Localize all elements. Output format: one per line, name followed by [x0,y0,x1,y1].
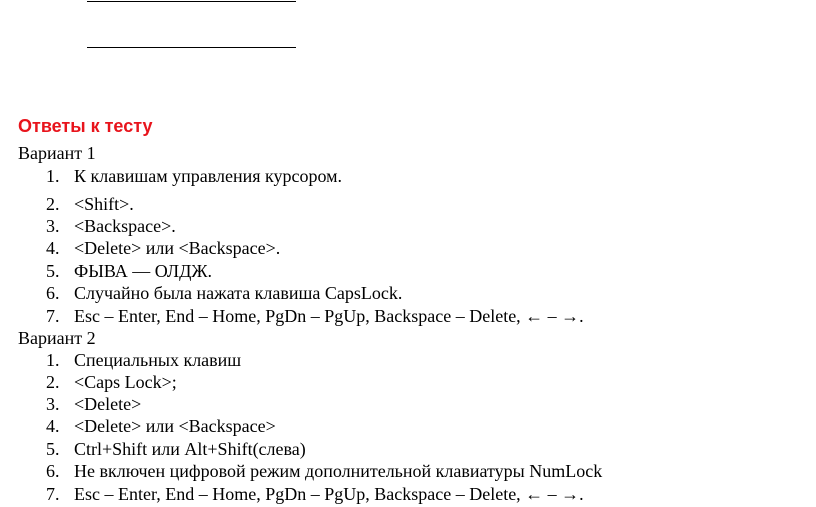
variant-1-label: Вариант 1 [18,143,96,163]
item-number: 4. [46,416,60,436]
item-text: ФЫВА — ОЛДЖ. [74,261,213,281]
list-item [46,260,212,282]
item-text: Esc – Enter, End – Home, PgDn – PgUp, Backspace – Delete, ← – →. [74,306,584,326]
item-number: 5. [46,261,60,281]
list-item [46,371,177,393]
item-text: <Delete> или <Backspace> [74,416,276,436]
item-number: 5. [46,439,60,459]
item-text: <Shift>. [74,194,134,214]
item-text: Ctrl+Shift или Alt+Shift(слева) [74,439,306,459]
item-text: <Backspace>. [74,216,176,236]
item-number: 2. [46,372,60,392]
item-number: 1. [46,166,60,186]
item-text: Случайно была нажата клавиша CapsLock. [74,283,403,303]
item-text: Esc – Enter, End – Home, PgDn – PgUp, Backspace – Delete, ← – →. [74,484,584,504]
item-text: <Delete> или <Backspace>. [74,238,281,258]
list-item [46,349,241,371]
item-number: 3. [46,216,60,236]
item-number: 3. [46,394,60,414]
item-text: <Caps Lock>; [74,372,177,392]
list-item [46,415,276,437]
blank-line-second [87,47,296,48]
list-item [46,165,342,187]
item-number: 7. [46,484,60,504]
list-item [46,282,402,304]
item-number: 6. [46,461,60,481]
list-item [46,305,584,327]
item-text: Не включен цифровой режим дополнительной клавиатуры NumLock [74,461,603,481]
item-text: <Delete> [74,394,142,414]
answers-heading: Ответы к тесту [18,116,153,136]
list-item [46,393,141,415]
list-item [46,193,134,215]
list-item [46,483,584,505]
item-number: 2. [46,194,60,214]
item-text: К клавишам управления курсором. [74,166,343,186]
item-number: 6. [46,283,60,303]
variant-2-label: Вариант 2 [18,328,96,348]
list-item [46,438,306,460]
item-number: 7. [46,306,60,326]
list-item [46,460,602,482]
blank-line-top [87,1,296,2]
item-text: Специальных клавиш [74,350,242,370]
list-item [46,215,176,237]
item-number: 1. [46,350,60,370]
item-number: 4. [46,238,60,258]
list-item [46,237,280,259]
